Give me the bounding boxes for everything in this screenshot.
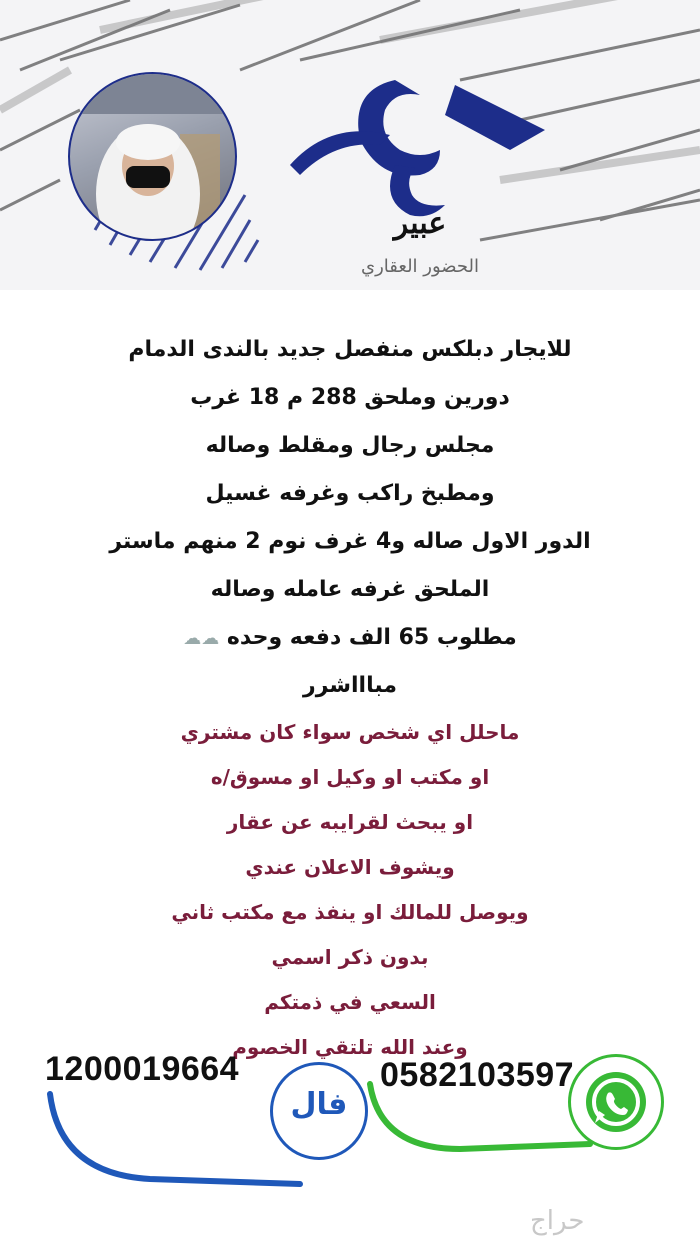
ad-line-title: للايجار دبلكس منفصل جديد بالندى الدمام bbox=[128, 337, 572, 362]
ad-text bbox=[0, 326, 700, 1070]
notice-block bbox=[0, 710, 700, 1070]
ad-line-annex: الملحق غرفه عامله وصاله bbox=[210, 577, 490, 602]
brand-name: عبير bbox=[393, 206, 447, 241]
notice-line: ويوصل للمالك او ينفذ مع مكتب ثاني bbox=[171, 900, 529, 924]
fal-badge bbox=[270, 1062, 368, 1160]
notice-line: السعي في ذمتكم bbox=[264, 990, 436, 1014]
whatsapp-icon[interactable] bbox=[568, 1054, 664, 1150]
ad-line-first-floor: الدور الاول صاله و4 غرف نوم 2 منهم ماستر bbox=[109, 529, 591, 554]
notice-line: ماحلل اي شخص سواء كان مشتري bbox=[180, 720, 520, 744]
fal-logo-text: فال bbox=[290, 1087, 348, 1122]
watermark: حراج bbox=[530, 1206, 585, 1236]
ad-line-price: مطلوب 65 الف دفعه وحده ☁☁ bbox=[183, 625, 517, 650]
ad-line-kitchen: ومطبخ راكب وغرفه غسيل bbox=[205, 481, 495, 506]
brand-tagline: الحضور العقاري bbox=[361, 256, 479, 277]
profile-photo bbox=[68, 72, 237, 241]
ad-line-size: دورين وملحق 288 م 18 غرب bbox=[190, 385, 510, 410]
notice-line: او يبحث لقرايبه عن عقار bbox=[226, 810, 474, 834]
notice-line: وعند الله تلتقي الخصوم bbox=[232, 1035, 468, 1059]
whatsapp-number[interactable]: 0582103597 bbox=[380, 1056, 575, 1094]
thought-bubble-icon: ☁☁ bbox=[183, 628, 220, 649]
fal-license-number: 1200019664 bbox=[45, 1050, 240, 1088]
notice-line: بدون ذكر اسمي bbox=[271, 945, 429, 969]
brand-logo-mark bbox=[358, 80, 440, 176]
ad-line-direct: مباااشرر bbox=[303, 673, 397, 698]
notice-line: او مكتب او وكيل او مسوق/ه bbox=[210, 765, 490, 789]
ad-line-majlis: مجلس رجال ومقلط وصاله bbox=[205, 433, 495, 458]
header-banner bbox=[0, 0, 700, 290]
notice-line: ويشوف الاعلان عندي bbox=[245, 855, 455, 879]
